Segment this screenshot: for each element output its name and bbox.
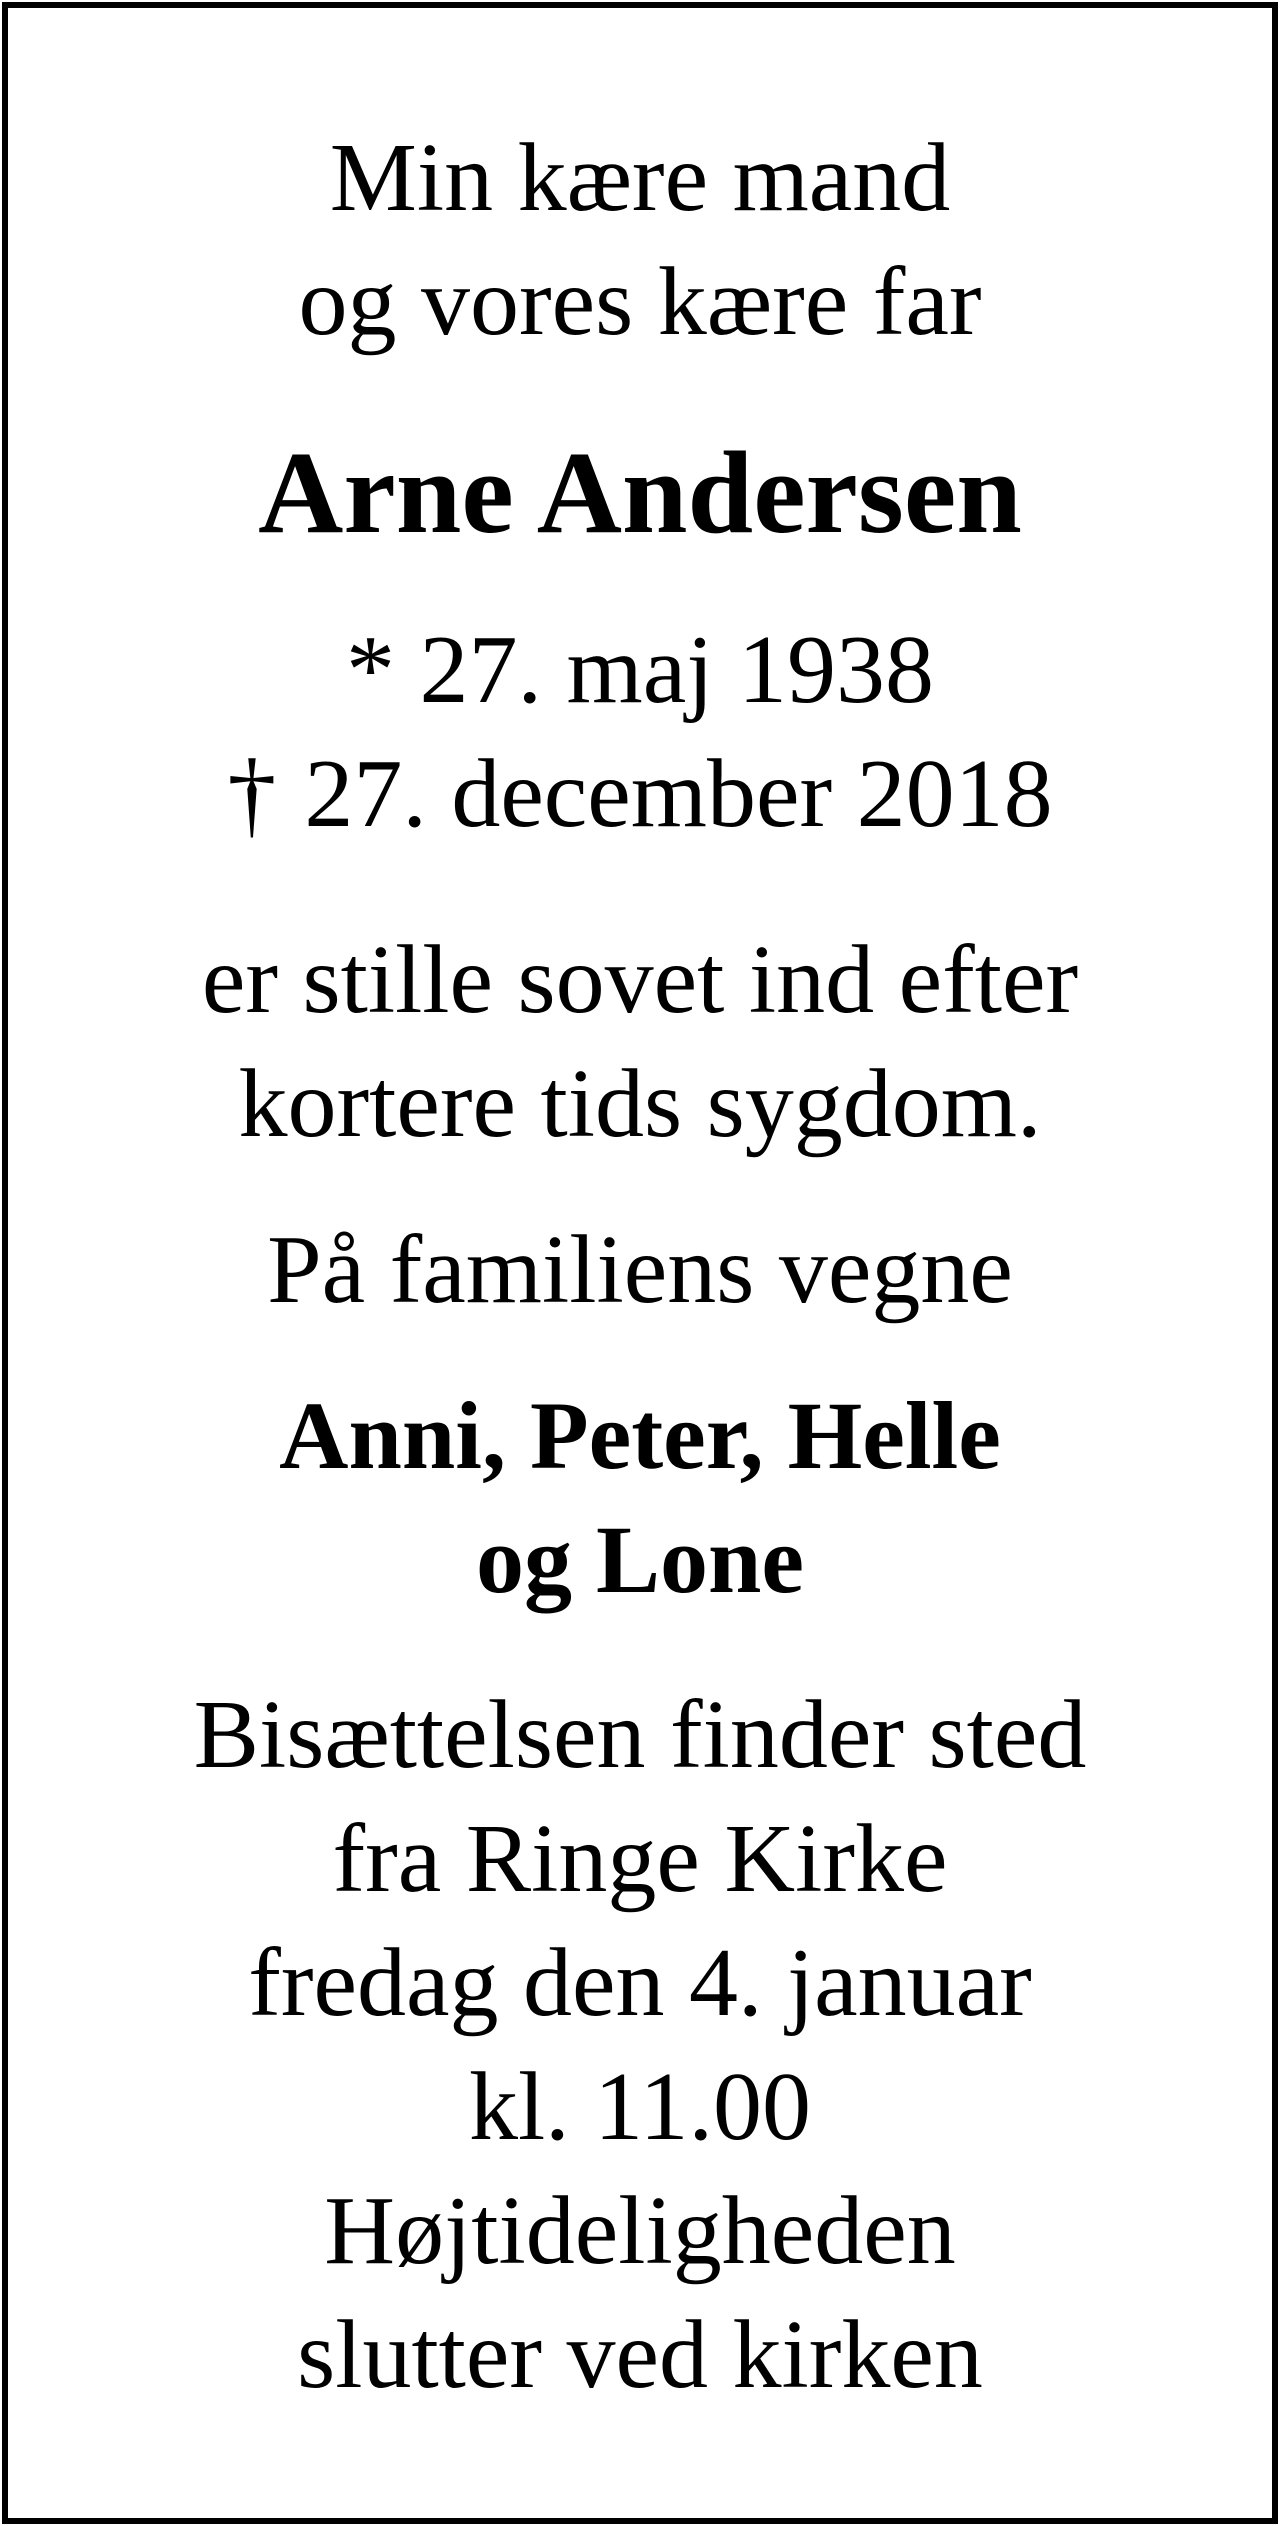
family-line-2: og Lone [475,1506,805,1613]
intro-block [8,116,1272,364]
cross-icon: † [227,740,277,848]
deceased-name: Arne Andersen [258,427,1022,558]
birth-date: * 27. maj 1938 [346,616,934,724]
funeral-line-3: fredag den 4. januar [248,1929,1032,2037]
death-date-line [8,732,1272,856]
funeral-line-1: Bisættelsen finder sted [193,1681,1087,1789]
funeral-line-6: slutter ved kirken [297,2301,983,2409]
on-behalf-block [8,1208,1272,1332]
message-line-1: er stille sovet ind efter [201,926,1079,1034]
funeral-line-5: Højtideligheden [324,2177,956,2285]
family-block [8,1374,1272,1622]
intro-line-2: og vores kære far [298,248,982,356]
on-behalf-text: På familiens vegne [267,1216,1013,1324]
intro-line-1: Min kære mand [329,124,951,232]
family-line-1: Anni, Peter, Helle [279,1382,1001,1489]
funeral-block [8,1673,1272,2417]
funeral-line-2: fra Ringe Kirke [332,1805,948,1913]
message-block [8,918,1272,1166]
death-date: 27. december 2018 [304,740,1053,848]
funeral-line-4: kl. 11.00 [468,2053,812,2161]
message-line-2: kortere tids sygdom. [238,1050,1042,1158]
obituary-frame [2,2,1278,2524]
dates-block [8,608,1272,856]
deceased-name-block [8,418,1272,568]
